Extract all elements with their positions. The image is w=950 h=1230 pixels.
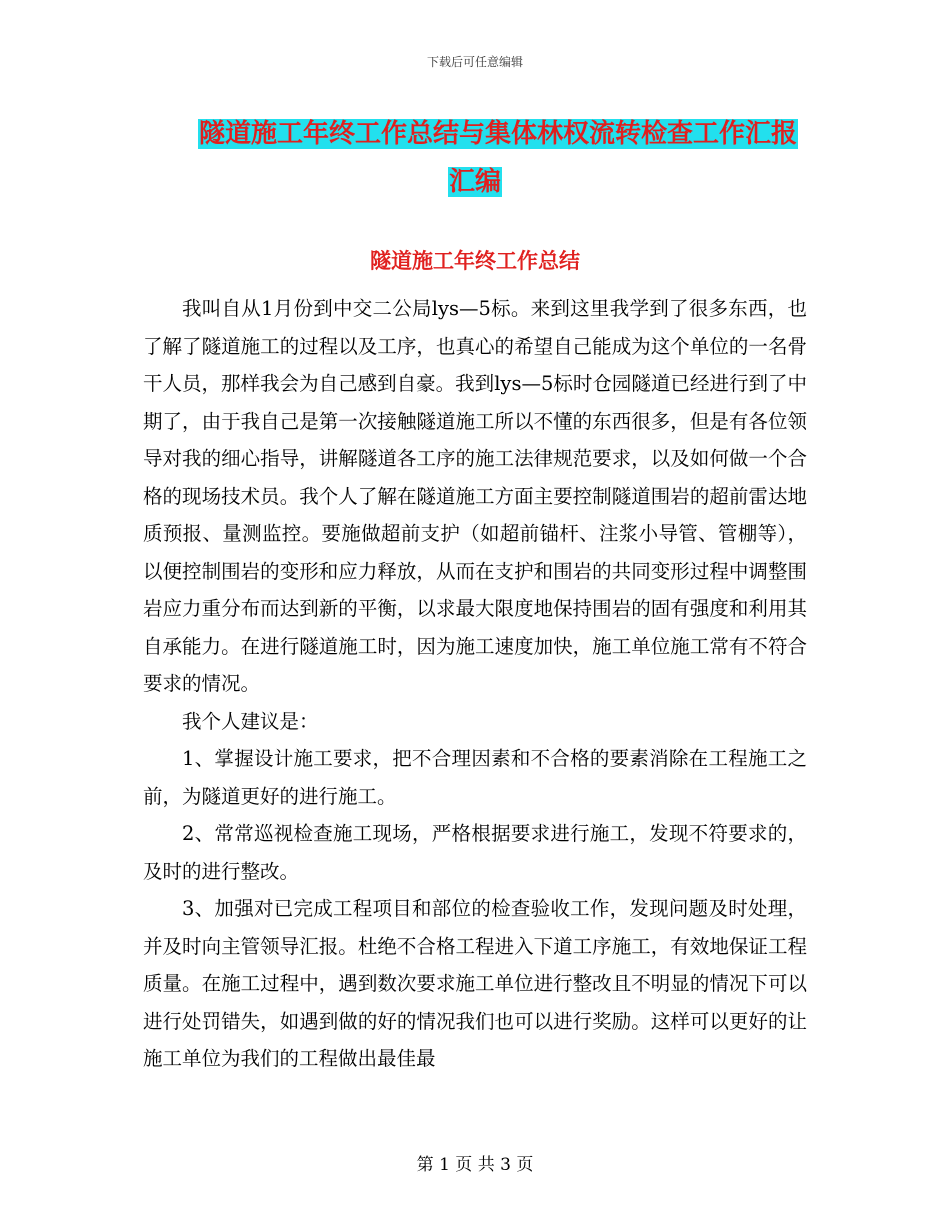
- page-header-note: 下载后可任意编辑: [426, 55, 523, 69]
- section-heading: 隧道施工年终工作总结: [370, 249, 580, 273]
- document-title-line-2: 汇编: [448, 167, 501, 197]
- paragraph-item-3: 3、加强对已完成工程项目和部位的检查验收工作，发现问题及时处理，并及时向主管领导汇报。杜绝不合格工程进入下道工序施工，有效地保证工程质量。在施工过程中，遇到数次要求施工单位进行整改且不明显的情况下可以进行处罚错失，如遇到做的好的情况我们也可以进行奖励。这样可以更好的让施工单位为我们的工程做出最佳最: [143, 897, 807, 1070]
- document-title: [0, 110, 950, 206]
- paragraph-suggestion-lead: 我个人建议是：: [182, 709, 319, 733]
- paragraph-intro: 我叫自从1月份到中交二公局lys—5标。来到这里我学到了很多东西，也了解了隧道施工的过程以及工序，也真心的希望自己能成为这个单位的一名骨干人员，那样我会为自己感到自豪。我到lys—5标时仓园隧道已经进行到了中期了，由于我自己是第一次接触隧道施工所以不懂的东西很多，但是有各位领导对我的细心指导，讲解隧道各工序的施工法律规范要求，以及如何做一个合格的现场技术员。我个人了解在隧道施工方面主要控制隧道围岩的超前雷达地质预报、量测监控。要施做超前支护（如超前锚杆、注浆小导管、管棚等），以便控制围岩的变形和应力释放，从而在支护和围岩的共同变形过程中调整围岩应力重分布而达到新的平衡，以求最大限度地保持围岩的固有强度和利用其自承能力。在进行隧道施工时，因为施工速度加快，施工单位施工常有不符合要求的情况。: [143, 297, 807, 695]
- paragraph-item-2: 2、常常巡视检查施工现场，严格根据要求进行施工，发现不符要求的，及时的进行整改。: [143, 822, 807, 883]
- document-title-line-1: 隧道施工年终工作总结与集体林权流转检查工作汇报: [198, 119, 797, 149]
- page-number-footer: 第 1 页 共 3 页: [416, 1155, 534, 1175]
- paragraph-item-1: 1、掌握设计施工要求，把不合理因素和不合格的要素消除在工程施工之前，为隧道更好的进行施工。: [143, 747, 807, 808]
- document-body: [143, 290, 807, 1078]
